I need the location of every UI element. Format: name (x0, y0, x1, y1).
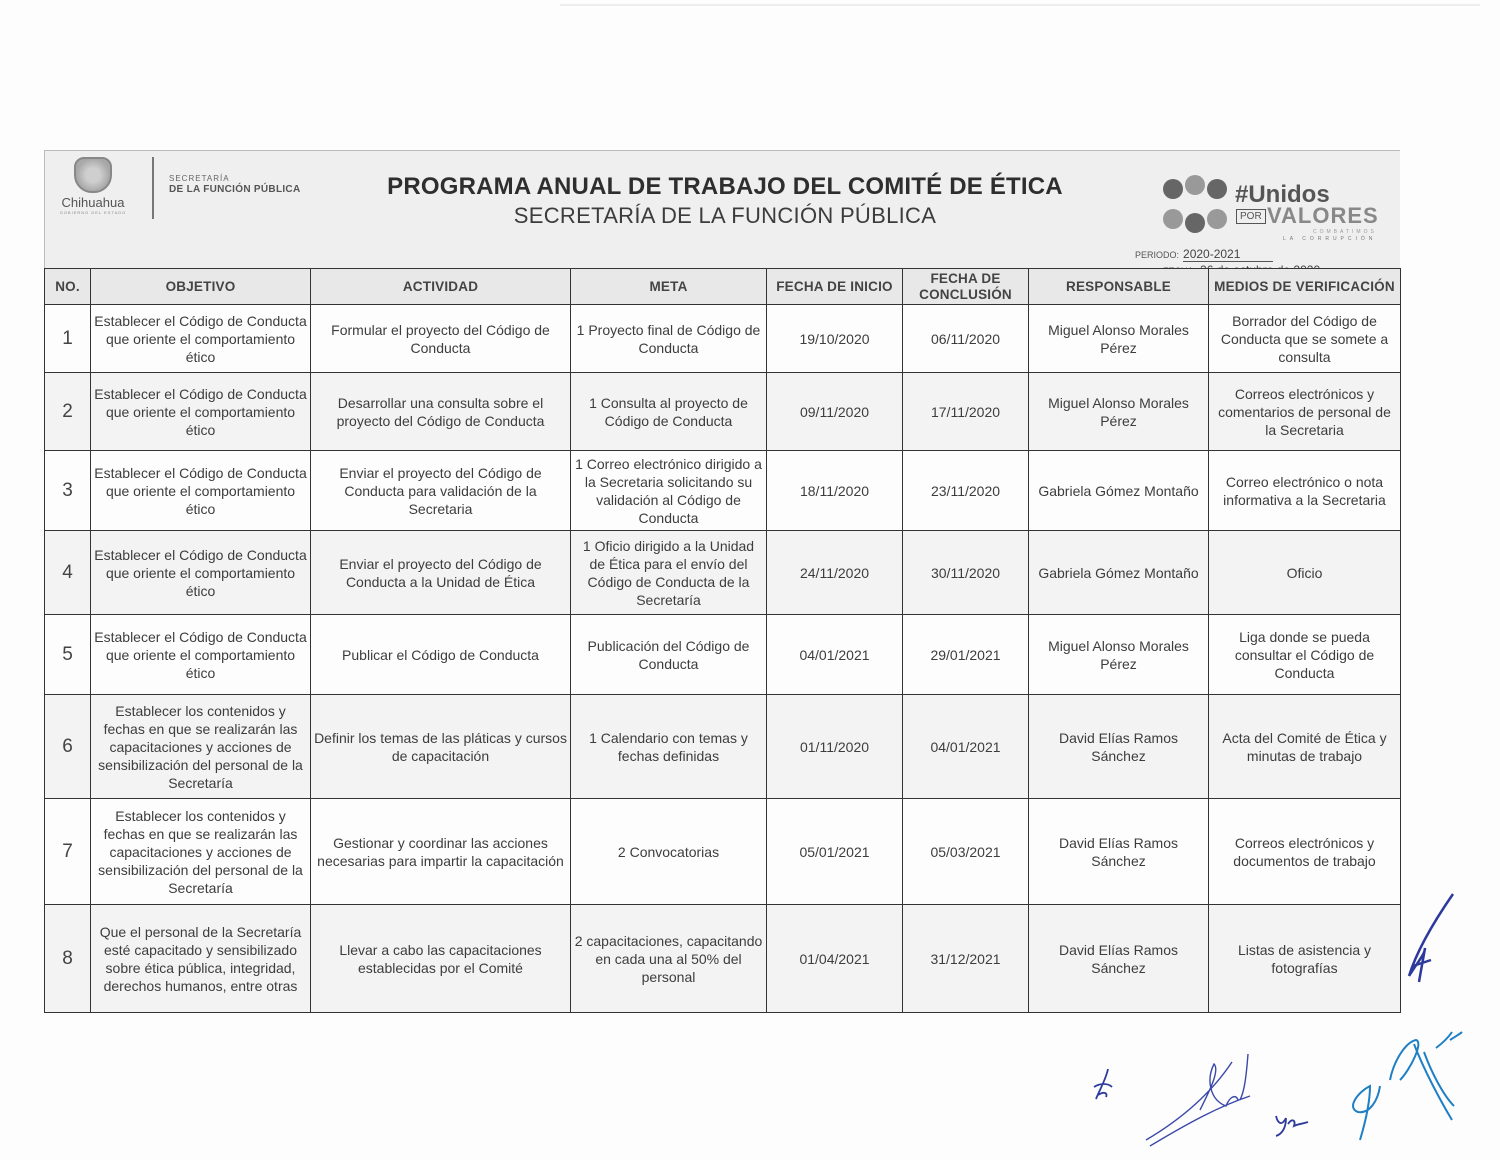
cell-objetivo: Establecer el Código de Conducta que oriente el comportamiento ético (91, 615, 311, 695)
cell-actividad: Llevar a cabo las capacitaciones establecidas por el Comité (311, 905, 571, 1013)
cell-fecha-conclusion: 06/11/2020 (903, 305, 1029, 373)
cell-medios: Borrador del Código de Conducta que se somete a consulta (1209, 305, 1401, 373)
table-row (45, 451, 1401, 531)
signature-blue-icon (1340, 1030, 1470, 1145)
cell-meta: 1 Consulta al proyecto de Código de Conducta (571, 373, 767, 451)
cell-medios: Correos electrónicos y documentos de trabajo (1209, 799, 1401, 905)
cell-actividad: Publicar el Código de Conducta (311, 615, 571, 695)
secretaria-line2: DE LA FUNCIÓN PÚBLICA (169, 183, 301, 195)
cell-medios: Oficio (1209, 531, 1401, 615)
secretaria-line1: SECRETARÍA (169, 174, 230, 183)
scan-edge-line (560, 4, 1480, 6)
por-text: POR (1236, 209, 1266, 224)
cell-no: 1 (45, 305, 91, 373)
col-header-fecha-inicio: FECHA DE INICIO (767, 269, 903, 305)
cell-fecha-inicio: 01/04/2021 (767, 905, 903, 1013)
cell-meta: 1 Calendario con temas y fechas definidas (571, 695, 767, 799)
cell-no: 7 (45, 799, 91, 905)
logo-subtitle: GOBIERNO DEL ESTADO (59, 210, 127, 215)
periodo-label: PERIODO: (1135, 250, 1180, 260)
col-header-no: NO. (45, 269, 91, 305)
cell-responsable: Miguel Alonso Morales Pérez (1029, 615, 1209, 695)
cell-meta: 1 Oficio dirigido a la Unidad de Ética para el envío del Código de Conducta de la Secretaría (571, 531, 767, 615)
page-title: PROGRAMA ANUAL DE TRABAJO DEL COMITÉ DE ÉTICA (387, 173, 1063, 200)
col-header-actividad: ACTIVIDAD (311, 269, 571, 305)
cell-actividad: Enviar el proyecto del Código de Conducta a la Unidad de Ética (311, 531, 571, 615)
cell-fecha-conclusion: 17/11/2020 (903, 373, 1029, 451)
document-header (44, 150, 1400, 268)
work-program-table (44, 268, 1401, 1013)
cell-fecha-conclusion: 04/01/2021 (903, 695, 1029, 799)
cell-no: 6 (45, 695, 91, 799)
signature-initial-icon (1090, 1065, 1120, 1105)
unidos-por-valores-logo (1163, 175, 1401, 245)
table-row (45, 305, 1401, 373)
cell-no: 4 (45, 531, 91, 615)
cell-objetivo: Que el personal de la Secretaría esté capacitado y sensibilizado sobre ética pública, integridad, derechos humanos, entre otras (91, 905, 311, 1013)
cell-meta: 1 Correo electrónico dirigido a la Secretaria solicitando su validación al Código de Conducta (571, 451, 767, 531)
valores-text: VALORES (1267, 203, 1379, 228)
cell-fecha-conclusion: 29/01/2021 (903, 615, 1029, 695)
cell-medios: Acta del Comité de Ética y minutas de trabajo (1209, 695, 1401, 799)
page-subtitle: SECRETARÍA DE LA FUNCIÓN PÚBLICA (513, 203, 937, 228)
cell-fecha-conclusion: 30/11/2020 (903, 531, 1029, 615)
col-header-medios: MEDIOS DE VERIFICACIÓN (1209, 269, 1401, 305)
cell-responsable: David Elías Ramos Sánchez (1029, 799, 1209, 905)
cell-responsable: David Elías Ramos Sánchez (1029, 905, 1209, 1013)
cell-objetivo: Establecer el Código de Conducta que oriente el comportamiento ético (91, 531, 311, 615)
chihuahua-logo (47, 157, 139, 217)
cell-responsable: Miguel Alonso Morales Pérez (1029, 373, 1209, 451)
cell-medios: Liga donde se pueda consultar el Código de Conducta (1209, 615, 1401, 695)
cell-no: 3 (45, 451, 91, 531)
col-header-meta: META (571, 269, 767, 305)
cell-fecha-conclusion: 23/11/2020 (903, 451, 1029, 531)
signature-yc-icon (1272, 1110, 1312, 1140)
periodo-value: 2020-2021 (1183, 247, 1273, 262)
tagline-2: LA CORRUPCIÓN (1283, 236, 1377, 242)
col-header-objetivo: OBJETIVO (91, 269, 311, 305)
cell-responsable: Miguel Alonso Morales Pérez (1029, 305, 1209, 373)
table-row (45, 799, 1401, 905)
cell-medios: Correos electrónicos y comentarios de personal de la Secretaria (1209, 373, 1401, 451)
cell-fecha-conclusion: 31/12/2021 (903, 905, 1029, 1013)
secretaria-label (169, 175, 300, 195)
signature-main-icon (1140, 1050, 1260, 1150)
cell-no: 2 (45, 373, 91, 451)
coat-of-arms-icon (74, 157, 112, 193)
periodo-row (1135, 247, 1340, 263)
table-row (45, 905, 1401, 1013)
document-page (44, 150, 1400, 994)
cell-fecha-inicio: 04/01/2021 (767, 615, 903, 695)
cell-fecha-conclusion: 05/03/2021 (903, 799, 1029, 905)
cell-responsable: Gabriela Gómez Montaño (1029, 451, 1209, 531)
col-header-fecha-conclusion: FECHA DE CONCLUSIÓN (903, 269, 1029, 305)
cell-no: 5 (45, 615, 91, 695)
cell-no: 8 (45, 905, 91, 1013)
cell-actividad: Gestionar y coordinar las acciones necesarias para impartir la capacitación (311, 799, 571, 905)
cell-actividad: Enviar el proyecto del Código de Conducta para validación de la Secretaria (311, 451, 571, 531)
table-row (45, 615, 1401, 695)
table-row (45, 531, 1401, 615)
cell-medios: Listas de asistencia y fotografías (1209, 905, 1401, 1013)
logo-name: Chihuahua (61, 195, 125, 210)
cell-medios: Correo electrónico o nota informativa a la Secretaria (1209, 451, 1401, 531)
cell-fecha-inicio: 05/01/2021 (767, 799, 903, 905)
cell-fecha-inicio: 01/11/2020 (767, 695, 903, 799)
cell-fecha-inicio: 19/10/2020 (767, 305, 903, 373)
cell-objetivo: Establecer los contenidos y fechas en que se realizarán las capacitaciones y acciones de sensibilización del personal de la Secretaría (91, 695, 311, 799)
tagline-1: COMBATIMOS (1313, 229, 1377, 235)
cell-fecha-inicio: 09/11/2020 (767, 373, 903, 451)
cell-meta: 2 Convocatorias (571, 799, 767, 905)
cell-meta: 1 Proyecto final de Código de Conducta (571, 305, 767, 373)
cell-fecha-inicio: 18/11/2020 (767, 451, 903, 531)
cell-objetivo: Establecer el Código de Conducta que oriente el comportamiento ético (91, 373, 311, 451)
cell-actividad: Definir los temas de las pláticas y cursos de capacitación (311, 695, 571, 799)
cell-objetivo: Establecer el Código de Conducta que oriente el comportamiento ético (91, 305, 311, 373)
table-header-row (45, 269, 1401, 305)
signature-margin-icon (1395, 890, 1465, 990)
cell-meta: Publicación del Código de Conducta (571, 615, 767, 695)
logo-divider (152, 157, 154, 219)
table-row (45, 373, 1401, 451)
cell-actividad: Formular el proyecto del Código de Conducta (311, 305, 571, 373)
col-header-responsable: RESPONSABLE (1029, 269, 1209, 305)
cell-responsable: Gabriela Gómez Montaño (1029, 531, 1209, 615)
cell-fecha-inicio: 24/11/2020 (767, 531, 903, 615)
title-block (345, 173, 1105, 229)
cell-actividad: Desarrollar una consulta sobre el proyecto del Código de Conducta (311, 373, 571, 451)
cell-objetivo: Establecer los contenidos y fechas en que se realizarán las capacitaciones y acciones de sensibilización del personal de la Secretaría (91, 799, 311, 905)
people-circle-icon (1163, 179, 1227, 231)
cell-responsable: David Elías Ramos Sánchez (1029, 695, 1209, 799)
cell-objetivo: Establecer el Código de Conducta que oriente el comportamiento ético (91, 451, 311, 531)
table-row (45, 695, 1401, 799)
hashtag-text: #Unidos (1235, 181, 1330, 208)
cell-meta: 2 capacitaciones, capacitando en cada una al 50% del personal (571, 905, 767, 1013)
